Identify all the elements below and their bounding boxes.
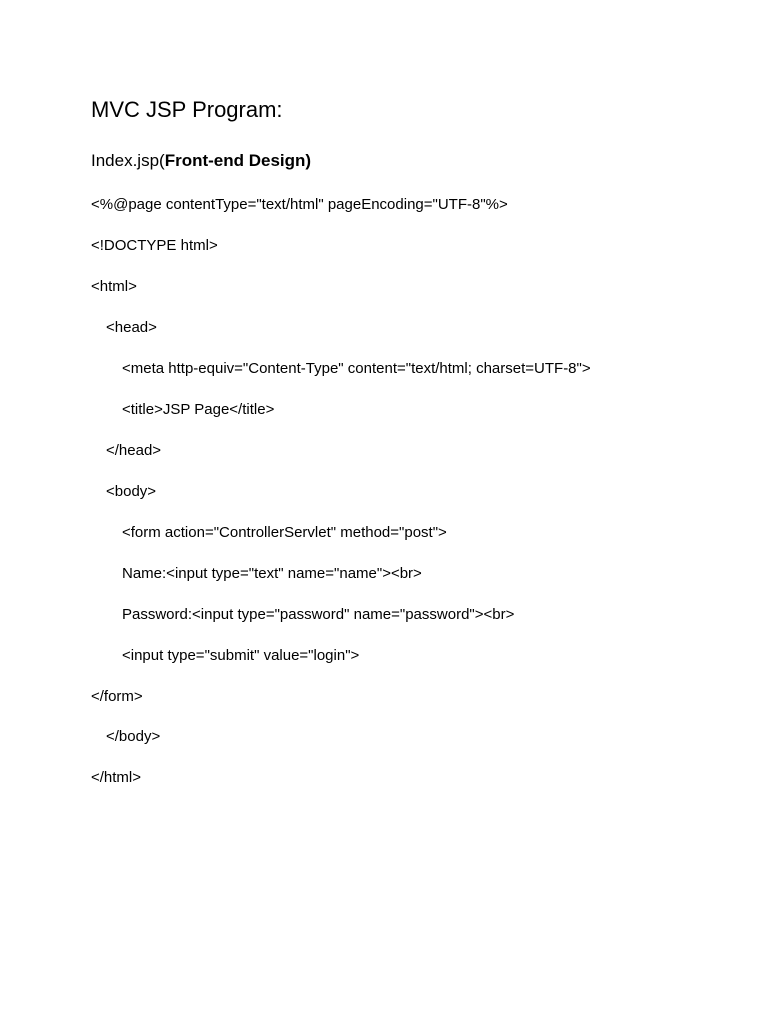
- code-line: </head>: [106, 442, 162, 459]
- code-line: <%@page contentType="text/html" pageEncoding="UTF-8"%>: [91, 196, 508, 213]
- code-line: <input type="submit" value="login">: [122, 647, 360, 664]
- code-line: <meta http-equiv="Content-Type" content="text/html; charset=UTF-8">: [122, 360, 591, 377]
- code-line: </form>: [91, 688, 143, 705]
- code-line: <title>JSP Page</title>: [122, 401, 275, 418]
- code-line: <head>: [106, 319, 157, 336]
- code-line: Password:<input type="password" name="password"><br>: [122, 606, 515, 623]
- page-title: MVC JSP Program:: [91, 97, 283, 122]
- section-heading: [91, 148, 311, 174]
- code-line: <html>: [91, 278, 137, 295]
- code-line: <form action="ControllerServlet" method="post">: [122, 524, 447, 541]
- code-line: <!DOCTYPE html>: [91, 237, 218, 254]
- code-line: </html>: [91, 769, 142, 786]
- code-line: </body>: [106, 728, 161, 745]
- code-line: <body>: [106, 483, 157, 500]
- section-heading-description: Front-end Design): [164, 151, 312, 170]
- section-heading-filename: Index.jsp(: [91, 151, 165, 170]
- code-line: Name:<input type="text" name="name"><br>: [122, 565, 422, 582]
